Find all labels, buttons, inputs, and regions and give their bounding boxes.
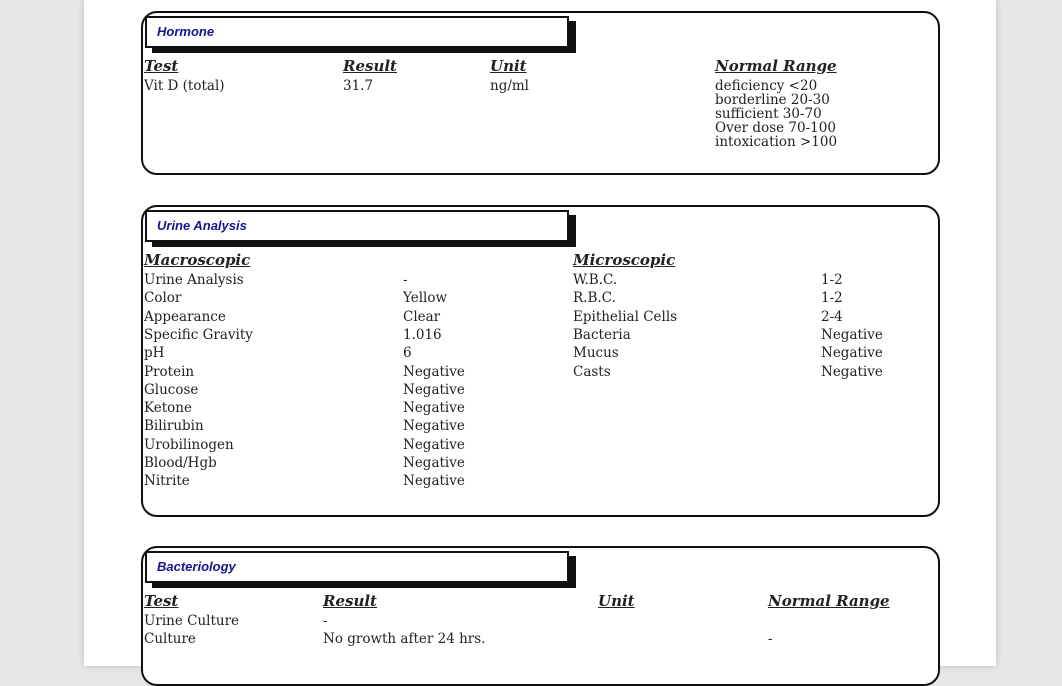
bacteriology-section bbox=[141, 546, 940, 686]
macro-test: Urobilinogen bbox=[144, 436, 234, 453]
macro-result: 6 bbox=[403, 345, 412, 362]
micro-test: Bacteria bbox=[573, 326, 631, 343]
macro-result: Negative bbox=[403, 363, 465, 380]
micro-result: Negative bbox=[821, 326, 883, 343]
bacteriology-test: Culture bbox=[144, 631, 196, 648]
macro-result: Negative bbox=[403, 400, 465, 417]
range-line: Over dose 70-100 bbox=[715, 120, 836, 136]
range-line: intoxication >100 bbox=[715, 134, 838, 150]
hormone-section-title: Hormone bbox=[145, 16, 569, 48]
macro-test: Bilirubin bbox=[144, 418, 204, 435]
macro-result: Negative bbox=[403, 455, 465, 471]
hormone-header-unit: Unit bbox=[490, 57, 527, 75]
macro-test: Appearance bbox=[144, 308, 226, 325]
range-line: borderline 20-30 bbox=[715, 92, 830, 108]
bacteriology-section-title: Bacteriology bbox=[145, 551, 569, 583]
micro-test: Casts bbox=[573, 363, 611, 380]
bacteriology-header-unit: Unit bbox=[598, 592, 635, 610]
range-line: deficiency <20 bbox=[715, 78, 818, 94]
macro-test: Glucose bbox=[144, 381, 199, 398]
microscopic-header: Microscopic bbox=[573, 251, 676, 269]
micro-test: Epithelial Cells bbox=[573, 308, 678, 325]
hormone-header-result: Result bbox=[343, 57, 397, 75]
micro-test: Mucus bbox=[573, 345, 619, 362]
macro-test: Urine Analysis bbox=[144, 272, 244, 288]
macro-test: Protein bbox=[144, 363, 195, 380]
urine-section-title: Urine Analysis bbox=[145, 210, 569, 242]
bacteriology-range: - bbox=[768, 631, 773, 648]
macro-test: Specific Gravity bbox=[144, 326, 253, 343]
macroscopic-header: Macroscopic bbox=[144, 251, 251, 269]
macro-test: Color bbox=[144, 290, 182, 307]
hormone-normal-range bbox=[715, 79, 837, 149]
range-line: sufficient 30-70 bbox=[715, 106, 822, 122]
bacteriology-header-result: Result bbox=[323, 592, 377, 610]
micro-result: Negative bbox=[821, 363, 883, 380]
hormone-header-range: Normal Range bbox=[715, 57, 837, 75]
macro-test: Nitrite bbox=[144, 473, 190, 490]
macro-test: Blood/Hgb bbox=[144, 455, 217, 471]
macro-result: 1.016 bbox=[403, 326, 442, 343]
micro-test: R.B.C. bbox=[573, 290, 616, 307]
bacteriology-test: Urine Culture bbox=[144, 613, 240, 629]
macro-result: Clear bbox=[403, 308, 441, 325]
micro-result: Negative bbox=[821, 345, 883, 362]
micro-result: 2-4 bbox=[821, 308, 843, 325]
micro-result: 1-2 bbox=[821, 290, 843, 307]
micro-test: W.B.C. bbox=[573, 272, 618, 288]
macro-result: Negative bbox=[403, 436, 465, 453]
bacteriology-header-range: Normal Range bbox=[768, 592, 890, 610]
bacteriology-result: No growth after 24 hrs. bbox=[323, 631, 486, 648]
macro-result: Negative bbox=[403, 381, 465, 398]
macro-result: Negative bbox=[403, 473, 465, 490]
micro-result: 1-2 bbox=[821, 272, 843, 288]
macro-result: Negative bbox=[403, 418, 465, 435]
bacteriology-header-test: Test bbox=[144, 592, 179, 610]
macro-result: Yellow bbox=[403, 290, 448, 307]
macro-result: - bbox=[403, 272, 408, 288]
bacteriology-result: - bbox=[323, 613, 328, 629]
hormone-header-test: Test bbox=[144, 57, 179, 75]
hormone-test-unit: ng/ml bbox=[490, 78, 530, 94]
hormone-test-name: Vit D (total) bbox=[144, 78, 225, 94]
macro-test: pH bbox=[144, 345, 165, 362]
hormone-test-result: 31.7 bbox=[343, 78, 374, 94]
macro-test: Ketone bbox=[144, 400, 192, 417]
